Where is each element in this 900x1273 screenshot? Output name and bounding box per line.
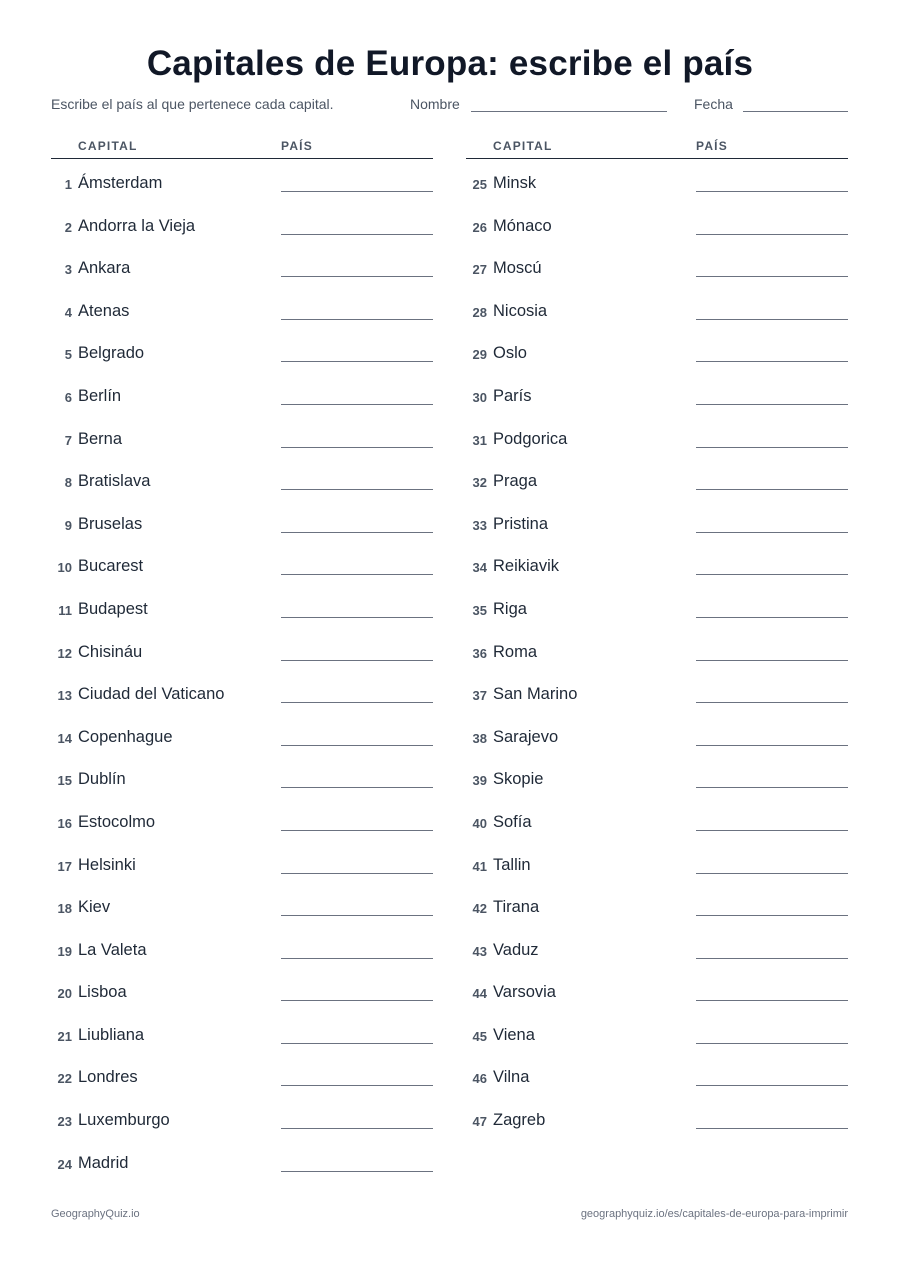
country-answer-line[interactable] bbox=[696, 532, 848, 533]
quiz-row bbox=[51, 926, 433, 969]
country-answer-line[interactable] bbox=[281, 191, 433, 192]
quiz-row bbox=[466, 372, 848, 415]
quiz-row bbox=[466, 670, 848, 713]
capital-header: CAPITAL bbox=[493, 139, 553, 153]
country-answer-line[interactable] bbox=[281, 1000, 433, 1001]
quiz-row bbox=[466, 798, 848, 841]
capital-name: Madrid bbox=[78, 1153, 129, 1172]
question-number: 21 bbox=[57, 1028, 72, 1044]
capital-name: Tallin bbox=[493, 855, 531, 874]
question-number: 44 bbox=[472, 986, 487, 1002]
quiz-row bbox=[466, 1053, 848, 1096]
country-answer-line[interactable] bbox=[281, 660, 433, 661]
capital-name: Estocolmo bbox=[78, 812, 156, 831]
country-answer-line[interactable] bbox=[281, 1043, 433, 1044]
question-number: 35 bbox=[472, 602, 487, 618]
quiz-row bbox=[51, 329, 433, 372]
capital-name: La Valeta bbox=[78, 940, 147, 959]
quiz-row bbox=[51, 1096, 433, 1139]
country-answer-line[interactable] bbox=[696, 574, 848, 575]
question-number: 45 bbox=[472, 1028, 487, 1044]
capital-name: Mónaco bbox=[493, 216, 552, 235]
capital-name: Pristina bbox=[493, 514, 549, 533]
left-rows bbox=[51, 159, 433, 1181]
country-answer-line[interactable] bbox=[696, 234, 848, 235]
quiz-row bbox=[51, 287, 433, 330]
capital-name: Viena bbox=[493, 1025, 535, 1044]
country-answer-line[interactable] bbox=[281, 319, 433, 320]
country-header: PAÍS bbox=[696, 139, 728, 153]
country-answer-line[interactable] bbox=[696, 617, 848, 618]
question-number: 28 bbox=[472, 304, 487, 320]
question-number: 30 bbox=[472, 389, 487, 405]
capital-header: CAPITAL bbox=[78, 139, 138, 153]
quiz-row bbox=[466, 542, 848, 585]
capital-name: Sarajevo bbox=[493, 727, 559, 746]
country-answer-line[interactable] bbox=[696, 958, 848, 959]
capital-name: París bbox=[493, 386, 532, 405]
question-number: 14 bbox=[57, 730, 72, 746]
quiz-row bbox=[51, 798, 433, 841]
country-answer-line[interactable] bbox=[696, 489, 848, 490]
capital-name: Oslo bbox=[493, 344, 527, 363]
instructions-text: Escribe el país al que pertenece cada capital. bbox=[51, 96, 334, 112]
capital-name: Londres bbox=[78, 1068, 138, 1087]
quiz-row bbox=[51, 457, 433, 500]
country-answer-line[interactable] bbox=[281, 745, 433, 746]
footer-url: geographyquiz.io/es/capitales-de-europa-para-imprimir bbox=[580, 1208, 848, 1220]
country-answer-line[interactable] bbox=[281, 617, 433, 618]
question-number: 1 bbox=[64, 177, 72, 192]
capital-name: Ámsterdam bbox=[78, 174, 163, 192]
quiz-row bbox=[51, 755, 433, 798]
country-header: PAÍS bbox=[281, 139, 313, 153]
capital-name: Luxemburgo bbox=[78, 1111, 170, 1130]
capital-name: Tirana bbox=[493, 898, 540, 917]
question-number: 7 bbox=[64, 432, 72, 448]
question-number: 33 bbox=[472, 517, 487, 533]
quiz-row bbox=[466, 202, 848, 245]
quiz-row bbox=[51, 415, 433, 458]
question-number: 6 bbox=[64, 389, 72, 405]
quiz-row bbox=[466, 457, 848, 500]
quiz-row bbox=[466, 415, 848, 458]
country-answer-line[interactable] bbox=[281, 276, 433, 277]
country-answer-line[interactable] bbox=[281, 489, 433, 490]
quiz-row bbox=[466, 585, 848, 628]
question-number: 4 bbox=[64, 304, 72, 320]
capital-name: Kiev bbox=[78, 898, 111, 917]
country-answer-line[interactable] bbox=[696, 830, 848, 831]
question-number: 41 bbox=[472, 858, 487, 874]
question-number: 24 bbox=[57, 1156, 72, 1172]
capital-name: Bruselas bbox=[78, 514, 143, 533]
quiz-row bbox=[51, 500, 433, 543]
country-answer-line[interactable] bbox=[696, 702, 848, 703]
question-number: 34 bbox=[472, 560, 487, 576]
question-number: 43 bbox=[472, 943, 487, 959]
question-number: 5 bbox=[64, 347, 72, 363]
quiz-row bbox=[51, 1053, 433, 1096]
question-number: 36 bbox=[472, 645, 487, 661]
name-field[interactable] bbox=[471, 111, 667, 112]
country-answer-line[interactable] bbox=[696, 447, 848, 448]
country-answer-line[interactable] bbox=[696, 745, 848, 746]
question-number: 2 bbox=[64, 219, 72, 235]
question-number: 18 bbox=[57, 901, 72, 917]
quiz-row bbox=[51, 585, 433, 628]
capital-name: Skopie bbox=[493, 770, 544, 789]
quiz-row bbox=[51, 713, 433, 756]
quiz-row bbox=[51, 202, 433, 245]
capital-name: Atenas bbox=[78, 301, 130, 320]
question-number: 38 bbox=[472, 730, 487, 746]
question-number: 8 bbox=[64, 475, 72, 491]
question-number: 15 bbox=[57, 773, 72, 789]
capital-name: Bratislava bbox=[78, 472, 151, 491]
country-answer-line[interactable] bbox=[696, 1043, 848, 1044]
question-number: 10 bbox=[57, 560, 72, 576]
country-answer-line[interactable] bbox=[281, 447, 433, 448]
country-answer-line[interactable] bbox=[696, 361, 848, 362]
quiz-row bbox=[466, 500, 848, 543]
date-field[interactable] bbox=[743, 111, 848, 112]
country-answer-line[interactable] bbox=[696, 1000, 848, 1001]
question-number: 26 bbox=[472, 219, 487, 235]
capital-name: Roma bbox=[493, 642, 538, 661]
country-answer-line[interactable] bbox=[696, 873, 848, 874]
quiz-row bbox=[466, 329, 848, 372]
country-answer-line[interactable] bbox=[281, 1128, 433, 1129]
capital-name: San Marino bbox=[493, 685, 578, 704]
quiz-row bbox=[466, 926, 848, 969]
quiz-row bbox=[466, 628, 848, 671]
capital-name: Chisináu bbox=[78, 642, 143, 661]
capital-name: Riga bbox=[493, 599, 527, 618]
question-number: 11 bbox=[58, 602, 72, 618]
country-answer-line[interactable] bbox=[281, 574, 433, 575]
capital-name: Ciudad del Vaticano bbox=[78, 685, 225, 704]
country-answer-line[interactable] bbox=[281, 1085, 433, 1086]
quiz-row bbox=[466, 1011, 848, 1054]
capital-name: Reikiavik bbox=[493, 557, 560, 576]
question-number: 46 bbox=[472, 1071, 487, 1087]
capital-name: Nicosia bbox=[493, 301, 548, 320]
name-label: Nombre bbox=[410, 96, 460, 112]
capital-name: Moscú bbox=[493, 259, 542, 278]
country-answer-line[interactable] bbox=[281, 702, 433, 703]
country-answer-line[interactable] bbox=[696, 660, 848, 661]
quiz-row bbox=[466, 968, 848, 1011]
question-number: 27 bbox=[472, 262, 487, 278]
capital-name: Minsk bbox=[493, 174, 537, 192]
quiz-row bbox=[51, 670, 433, 713]
right-rows bbox=[466, 159, 848, 1139]
question-number: 22 bbox=[57, 1071, 72, 1087]
capital-name: Vaduz bbox=[493, 940, 539, 959]
quiz-row bbox=[51, 1139, 433, 1182]
question-number: 19 bbox=[57, 943, 72, 959]
left-column bbox=[51, 138, 433, 1181]
question-number: 29 bbox=[472, 347, 487, 363]
country-answer-line[interactable] bbox=[696, 404, 848, 405]
capital-name: Vilna bbox=[493, 1068, 530, 1087]
quiz-row bbox=[51, 1011, 433, 1054]
quiz-row bbox=[51, 841, 433, 884]
capital-name: Zagreb bbox=[493, 1111, 546, 1130]
quiz-row bbox=[51, 628, 433, 671]
right-column bbox=[466, 138, 848, 1139]
country-answer-line[interactable] bbox=[281, 787, 433, 788]
quiz-row bbox=[466, 755, 848, 798]
capital-name: Ankara bbox=[78, 259, 131, 278]
country-answer-line[interactable] bbox=[281, 1171, 433, 1172]
question-number: 9 bbox=[64, 517, 72, 533]
country-answer-line[interactable] bbox=[696, 1085, 848, 1086]
column-header bbox=[466, 138, 848, 159]
question-number: 13 bbox=[57, 688, 72, 704]
quiz-row bbox=[51, 244, 433, 287]
column-header bbox=[51, 138, 433, 159]
capital-name: Copenhague bbox=[78, 727, 173, 746]
quiz-row bbox=[51, 159, 433, 202]
quiz-row bbox=[466, 713, 848, 756]
question-number: 32 bbox=[472, 475, 487, 491]
capital-name: Berna bbox=[78, 429, 123, 448]
quiz-row bbox=[466, 883, 848, 926]
quiz-row bbox=[466, 287, 848, 330]
capital-name: Sofía bbox=[493, 812, 532, 831]
country-answer-line[interactable] bbox=[281, 361, 433, 362]
country-answer-line[interactable] bbox=[281, 915, 433, 916]
question-number: 40 bbox=[472, 815, 487, 831]
quiz-row bbox=[51, 542, 433, 585]
capital-name: Belgrado bbox=[78, 344, 145, 363]
question-number: 25 bbox=[472, 177, 487, 192]
capital-name: Varsovia bbox=[493, 983, 556, 1002]
footer-brand: GeographyQuiz.io bbox=[51, 1208, 140, 1220]
question-number: 39 bbox=[472, 773, 487, 789]
capital-name: Podgorica bbox=[493, 429, 568, 448]
capital-name: Budapest bbox=[78, 599, 148, 618]
question-number: 20 bbox=[57, 986, 72, 1002]
capital-name: Bucarest bbox=[78, 557, 144, 576]
capital-name: Andorra la Vieja bbox=[78, 216, 196, 235]
capital-name: Praga bbox=[493, 472, 538, 491]
page-title: Capitales de Europa: escribe el país bbox=[146, 44, 754, 83]
capital-name: Liubliana bbox=[78, 1025, 145, 1044]
country-answer-line[interactable] bbox=[281, 873, 433, 874]
country-answer-line[interactable] bbox=[696, 915, 848, 916]
quiz-row bbox=[51, 968, 433, 1011]
country-answer-line[interactable] bbox=[281, 830, 433, 831]
quiz-row bbox=[466, 244, 848, 287]
quiz-row bbox=[466, 1096, 848, 1139]
quiz-row bbox=[51, 372, 433, 415]
country-answer-line[interactable] bbox=[696, 276, 848, 277]
country-answer-line[interactable] bbox=[696, 787, 848, 788]
question-number: 16 bbox=[57, 815, 72, 831]
capital-name: Berlín bbox=[78, 386, 122, 405]
capital-name: Helsinki bbox=[78, 855, 136, 874]
question-number: 31 bbox=[472, 432, 487, 448]
question-number: 3 bbox=[64, 262, 72, 278]
question-number: 12 bbox=[57, 645, 72, 661]
question-number: 47 bbox=[472, 1114, 487, 1130]
country-answer-line[interactable] bbox=[696, 1128, 848, 1129]
capital-name: Dublín bbox=[78, 770, 126, 789]
capital-name: Lisboa bbox=[78, 983, 127, 1002]
country-answer-line[interactable] bbox=[281, 404, 433, 405]
date-label: Fecha bbox=[694, 96, 733, 112]
question-number: 37 bbox=[472, 688, 487, 704]
country-answer-line[interactable] bbox=[281, 532, 433, 533]
country-answer-line[interactable] bbox=[281, 958, 433, 959]
quiz-row bbox=[466, 159, 848, 202]
worksheet-info-row bbox=[51, 96, 848, 116]
question-number: 17 bbox=[57, 858, 72, 874]
question-number: 23 bbox=[57, 1114, 72, 1130]
question-number: 42 bbox=[472, 901, 487, 917]
country-answer-line[interactable] bbox=[696, 319, 848, 320]
country-answer-line[interactable] bbox=[281, 234, 433, 235]
quiz-row bbox=[466, 841, 848, 884]
country-answer-line[interactable] bbox=[696, 191, 848, 192]
quiz-row bbox=[51, 883, 433, 926]
